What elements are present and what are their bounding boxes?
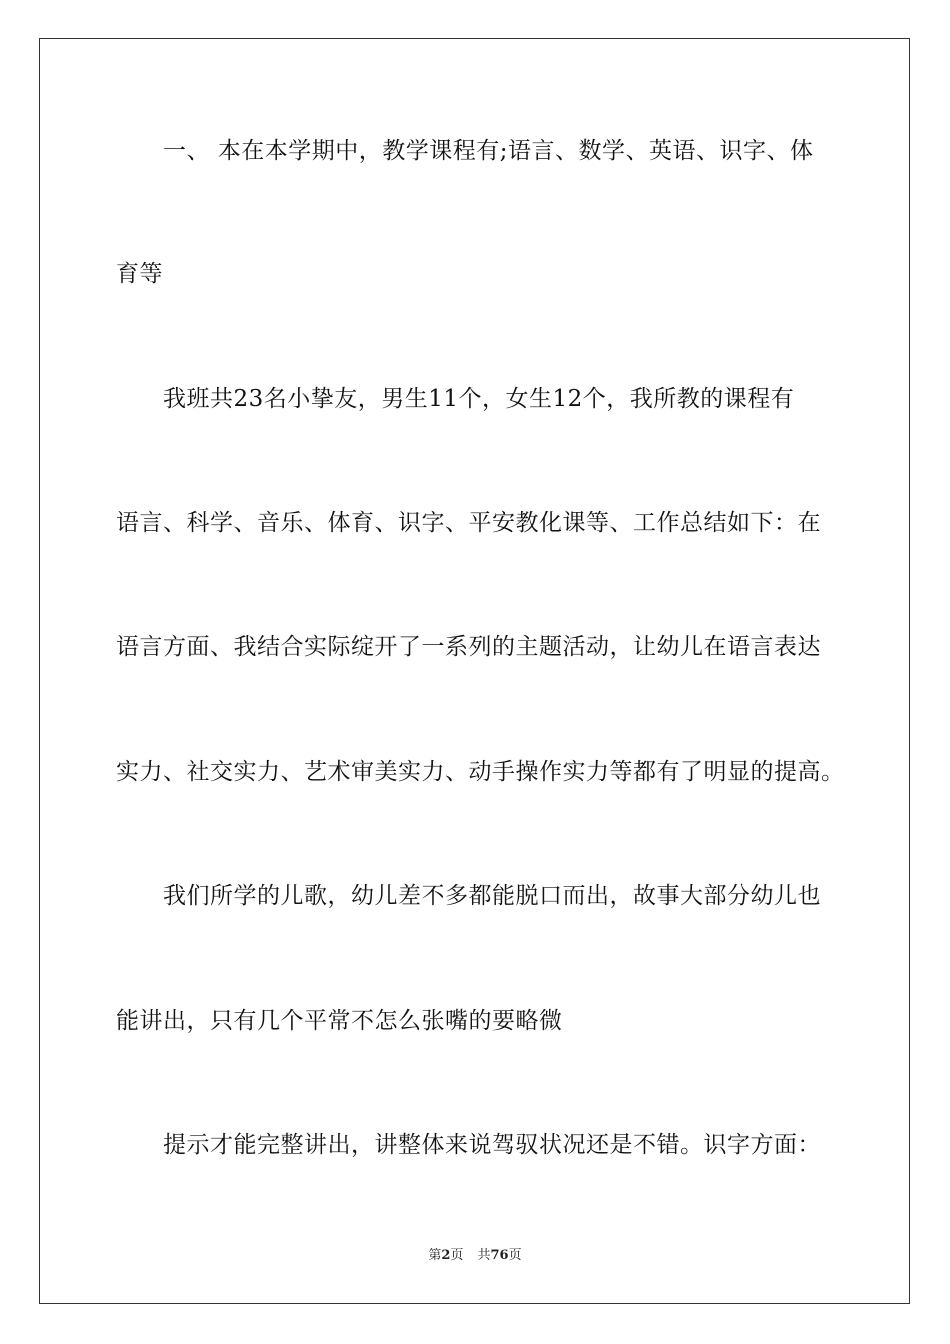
paragraph-line-7: 我们所学的儿歌，幼儿差不多都能脱口而出，故事大部分幼儿也 — [163, 883, 821, 909]
paragraph-line-1: 一、 本在本学期中，教学课程有;语言、数学、英语、识字、体 — [163, 138, 814, 164]
page-border — [39, 38, 910, 1304]
page-footer — [0, 1244, 950, 1263]
paragraph-line-2: 育等 — [116, 261, 163, 287]
page-suffix: 页 — [450, 1248, 464, 1263]
page-prefix: 第 — [428, 1248, 442, 1263]
paragraph-line-4: 语言、科学、音乐、体育、识字、平安教化课等、工作总结如下：在 — [116, 510, 821, 536]
paragraph-line-8: 能讲出，只有几个平常不怎么张嘴的要略微 — [116, 1008, 563, 1034]
paragraph-line-6: 实力、社交实力、艺术审美实力、动手操作实力等都有了明显的提高。 — [116, 759, 845, 785]
page-number: 2 — [441, 1248, 451, 1263]
total-prefix: 共 — [477, 1248, 491, 1263]
paragraph-line-9: 提示才能完整讲出，讲整体来说驾驭状况还是不错。识字方面： — [163, 1132, 821, 1158]
paragraph-line-5: 语言方面、我结合实际绽开了一系列的主题活动，让幼儿在语言表达 — [116, 634, 821, 660]
paragraph-line-3: 我班共23名小挚友，男生11个，女生12个，我所教的课程有 — [163, 386, 795, 412]
total-pages: 76 — [490, 1248, 509, 1263]
total-suffix: 页 — [508, 1248, 522, 1263]
